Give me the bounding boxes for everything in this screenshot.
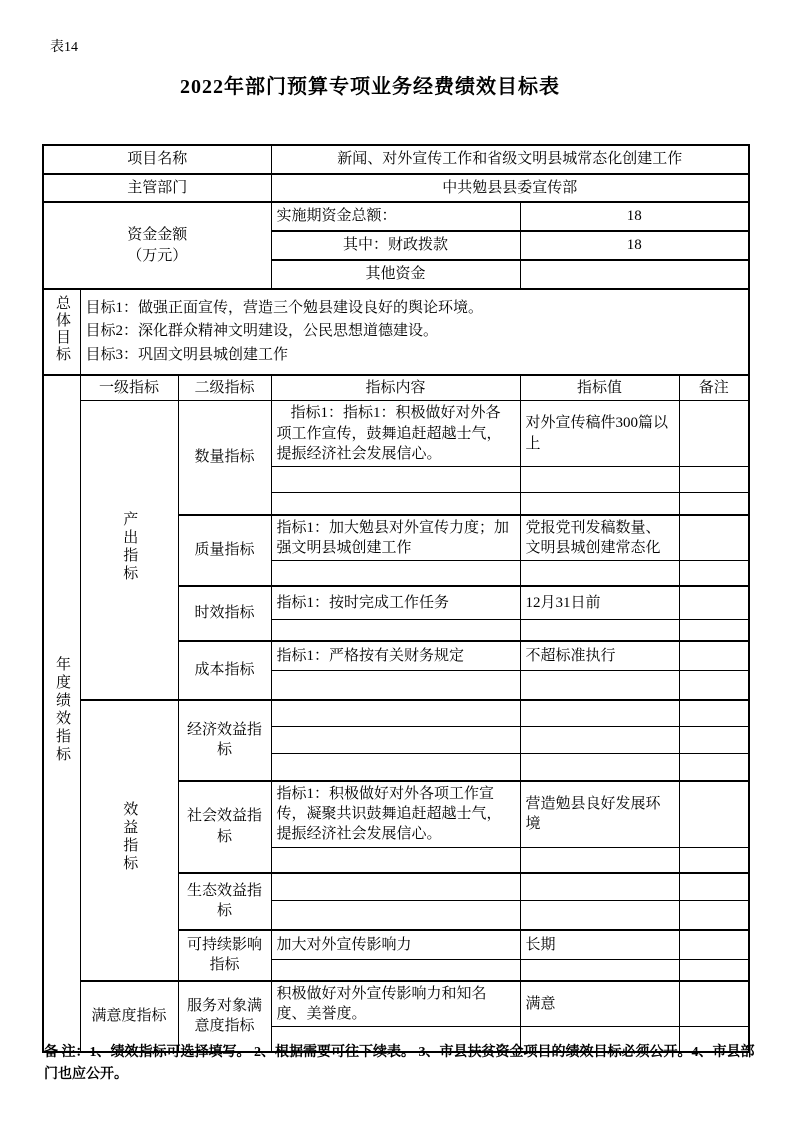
fund-total-label: 实施期资金总额： xyxy=(271,202,520,231)
level1-benefit: 效益指标 xyxy=(80,700,178,981)
fund-amount-label-line2: （万元） xyxy=(127,247,188,264)
header-content: 指标内容 xyxy=(271,375,520,401)
sustainability-content: 加大对外宣传影响力 xyxy=(271,930,520,960)
empty-note-cell xyxy=(679,620,749,641)
level1-output: 产出指标 xyxy=(80,401,178,700)
form-number: 表14 xyxy=(50,40,78,55)
fund-fiscal-value: 18 xyxy=(520,231,749,260)
fund-fiscal-label: 其中：财政拨款 xyxy=(271,231,520,260)
service-value: 满意 xyxy=(520,981,679,1027)
level2-economic: 经济效益指标 xyxy=(178,700,271,781)
cost-value: 不超标准执行 xyxy=(520,641,679,671)
empty-value-cell xyxy=(520,671,679,700)
fund-amount-label-line1: 资金金额 xyxy=(127,227,188,244)
header-level1: 一级指标 xyxy=(80,375,178,401)
empty-value-cell xyxy=(520,754,679,781)
goal-1: 目标1：做强正面宣传，营造三个勉县建设良好的舆论环境。 xyxy=(85,300,484,317)
empty-content-cell xyxy=(271,671,520,700)
header-level2: 二级指标 xyxy=(178,375,271,401)
empty-note-cell xyxy=(679,467,749,493)
quantity-value: 对外宣传稿件300篇以上 xyxy=(520,401,679,467)
empty-content-cell xyxy=(271,467,520,493)
empty-value-cell xyxy=(520,901,679,930)
goal-2: 目标2：深化群众精神文明建设，公民思想道德建设。 xyxy=(85,323,439,340)
goal-3: 目标3：巩固文明县城创建工作 xyxy=(85,346,289,363)
quantity-content: 指标1：指标1：积极做好对外各项工作宣传，鼓舞追赶超越士气，提振经济社会发展信心。 xyxy=(271,401,520,467)
empty-value-cell xyxy=(520,873,679,901)
social-note xyxy=(679,781,749,848)
empty-note-cell xyxy=(679,754,749,781)
timeliness-note xyxy=(679,586,749,620)
empty-value-cell xyxy=(520,848,679,873)
fund-amount-label xyxy=(43,202,271,289)
empty-content-cell xyxy=(271,493,520,515)
dept-value: 中共勉县县委宣传部 xyxy=(271,174,749,202)
level2-service: 服务对象满意度指标 xyxy=(178,981,271,1052)
empty-value-cell xyxy=(520,561,679,586)
empty-content-cell xyxy=(271,848,520,873)
cost-content: 指标1：严格按有关财务规定 xyxy=(271,641,520,671)
empty-note-cell xyxy=(679,960,749,981)
empty-content-cell xyxy=(271,873,520,901)
empty-note-cell xyxy=(679,848,749,873)
quantity-note xyxy=(679,401,749,467)
overall-goal-content xyxy=(80,289,749,375)
quality-note xyxy=(679,515,749,561)
service-note xyxy=(679,981,749,1027)
social-content: 指标1：积极做好对外各项工作宣传，凝聚共识鼓舞追赶超越士气，提振经济社会发展信心。 xyxy=(271,781,520,848)
empty-value-cell xyxy=(520,620,679,641)
empty-value-cell xyxy=(520,700,679,727)
level2-social: 社会效益指标 xyxy=(178,781,271,873)
empty-note-cell xyxy=(679,700,749,727)
level2-cost: 成本指标 xyxy=(178,641,271,700)
empty-value-cell xyxy=(520,493,679,515)
empty-content-cell xyxy=(271,901,520,930)
level2-ecological: 生态效益指标 xyxy=(178,873,271,930)
sustainability-value: 长期 xyxy=(520,930,679,960)
fund-total-value: 18 xyxy=(520,202,749,231)
timeliness-value: 12月31日前 xyxy=(520,586,679,620)
empty-content-cell xyxy=(271,754,520,781)
empty-content-cell xyxy=(271,700,520,727)
cost-note xyxy=(679,641,749,671)
empty-content-cell xyxy=(271,620,520,641)
empty-note-cell xyxy=(679,561,749,586)
performance-target-table xyxy=(42,144,750,1053)
empty-note-cell xyxy=(679,873,749,901)
service-content: 积极做好对外宣传影响力和知名度、美誉度。 xyxy=(271,981,520,1027)
overall-goal-label: 总体目标 xyxy=(43,289,80,375)
level2-quality: 质量指标 xyxy=(178,515,271,586)
empty-value-cell xyxy=(520,960,679,981)
social-value: 营造勉县良好发展环境 xyxy=(520,781,679,848)
empty-content-cell xyxy=(271,727,520,754)
timeliness-content: 指标1：按时完成工作任务 xyxy=(271,586,520,620)
level2-quantity: 数量指标 xyxy=(178,401,271,515)
empty-content-cell xyxy=(271,960,520,981)
fund-other-label: 其他资金 xyxy=(271,260,520,289)
empty-note-cell xyxy=(679,493,749,515)
sustainability-note xyxy=(679,930,749,960)
project-name-value: 新闻、对外宣传工作和省级文明县城常态化创建工作 xyxy=(271,145,749,174)
empty-note-cell xyxy=(679,901,749,930)
empty-value-cell xyxy=(520,727,679,754)
header-value: 指标值 xyxy=(520,375,679,401)
level1-satisfaction: 满意度指标 xyxy=(80,981,178,1052)
level2-sustainability: 可持续影响指标 xyxy=(178,930,271,981)
page-title: 2022年部门预算专项业务经费绩效目标表 xyxy=(180,76,560,98)
quality-content: 指标1：加大勉县对外宣传力度；加强文明县城创建工作 xyxy=(271,515,520,561)
empty-content-cell xyxy=(271,561,520,586)
annual-indicator-label: 年度绩效指标 xyxy=(43,375,80,1052)
fund-other-value xyxy=(520,260,749,289)
dept-label: 主管部门 xyxy=(43,174,271,202)
empty-value-cell xyxy=(520,467,679,493)
level2-timeliness: 时效指标 xyxy=(178,586,271,641)
project-name-label: 项目名称 xyxy=(43,145,271,174)
empty-note-cell xyxy=(679,671,749,700)
footnote: 备 注：1、绩效指标可选择填写。 2、根据需要可往下续表。 3、市县扶贫资金项目的绩效目标必须公开。4、市县部门也应公开。 xyxy=(44,1045,755,1082)
quality-value: 党报党刊发稿数量、文明县城创建常态化 xyxy=(520,515,679,561)
header-note: 备注 xyxy=(679,375,749,401)
empty-note-cell xyxy=(679,727,749,754)
